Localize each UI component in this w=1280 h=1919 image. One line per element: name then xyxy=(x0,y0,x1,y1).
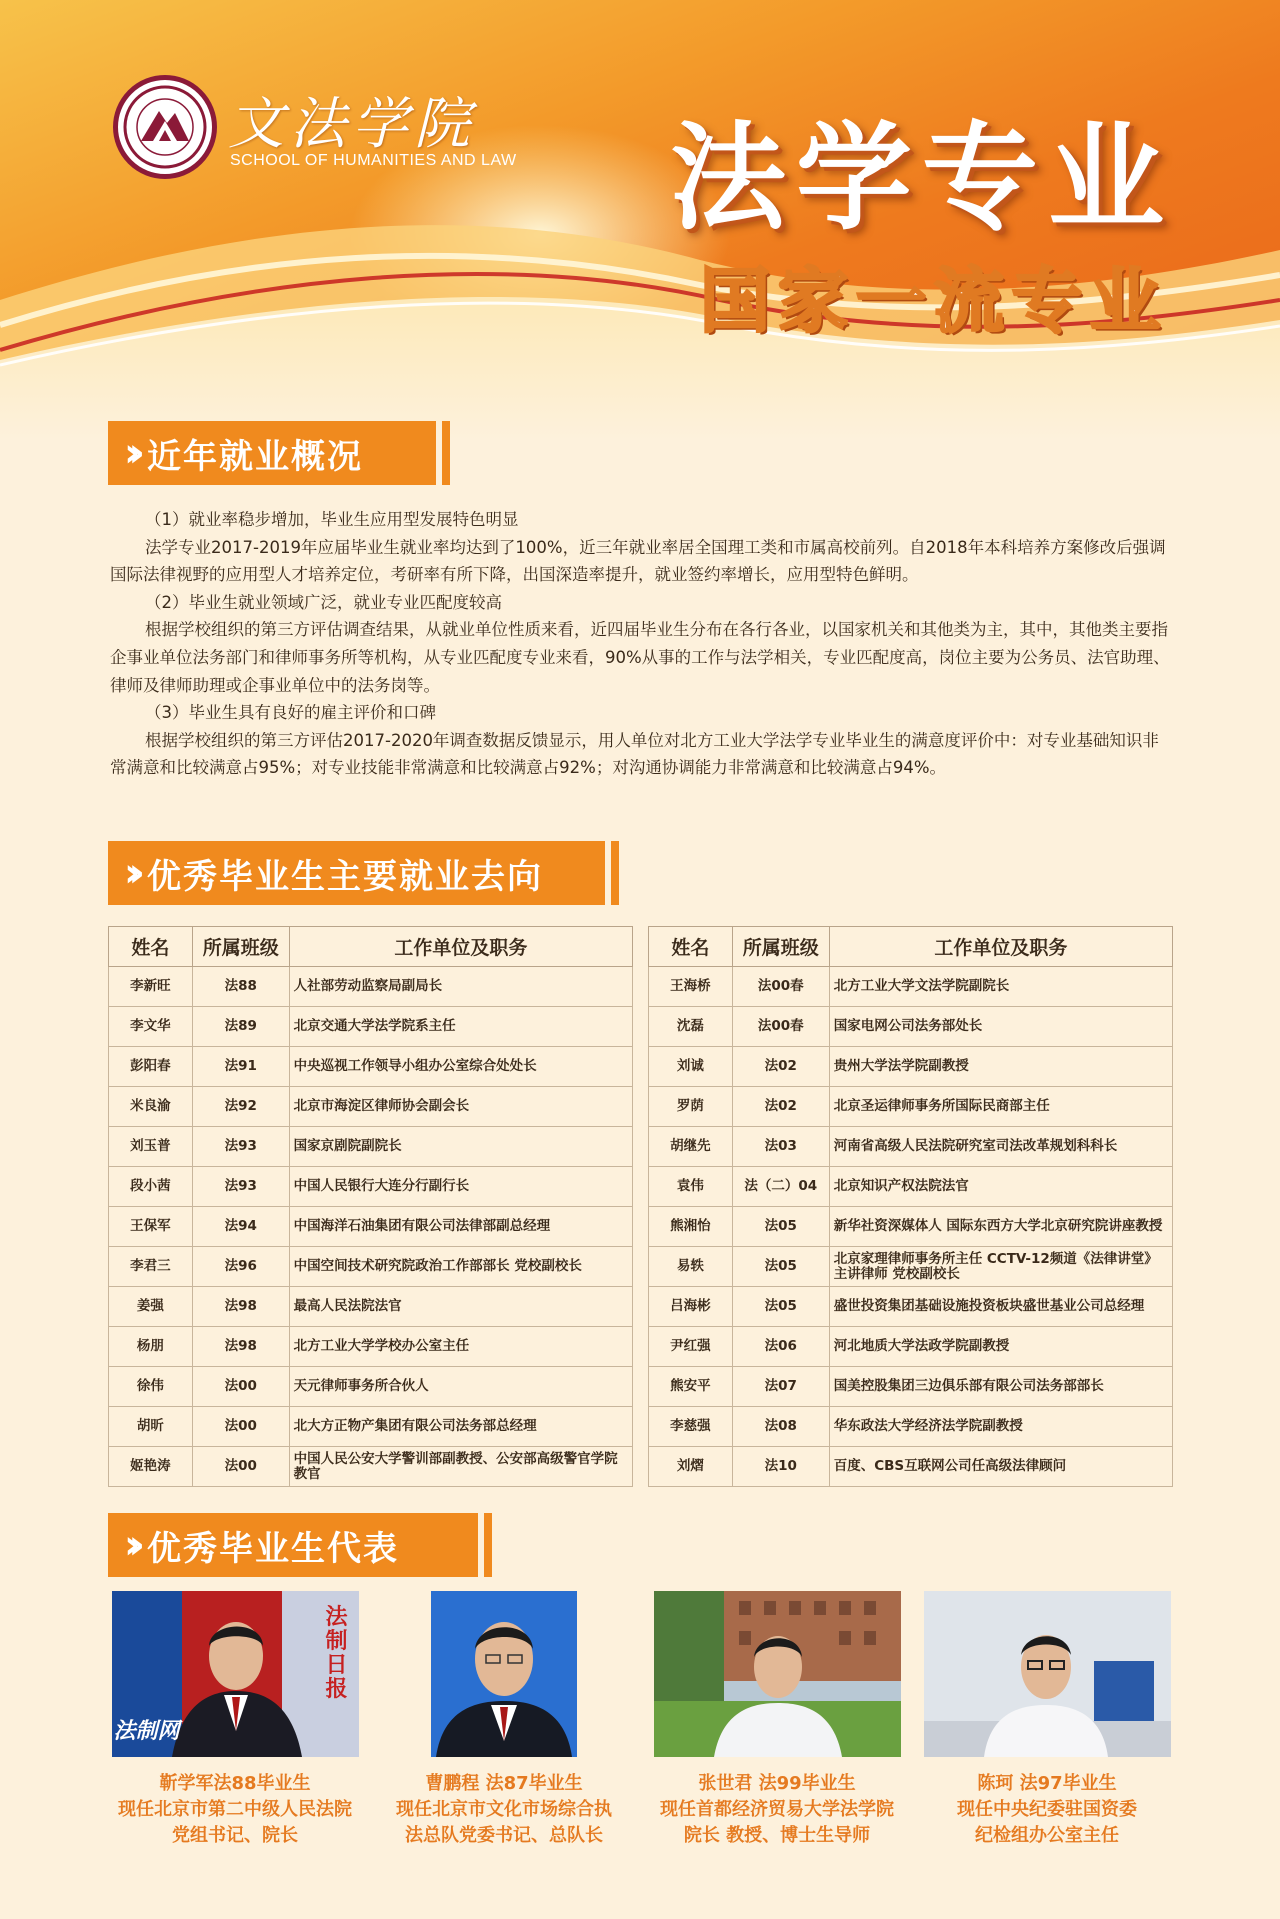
cell-name: 刘熠 xyxy=(649,1447,733,1487)
cell-position: 北京市海淀区律师协会副会长 xyxy=(289,1087,632,1127)
cell-class: 法88 xyxy=(192,967,289,1007)
cell-name: 易轶 xyxy=(649,1247,733,1287)
section-heading-destinations xyxy=(108,841,605,905)
cell-position: 中央巡视工作领导小组办公室综合处处长 xyxy=(289,1047,632,1087)
cell-position: 新华社资深媒体人 国际东西方大学北京研究院讲座教授 xyxy=(829,1207,1172,1247)
representative-card xyxy=(379,1591,629,1849)
cell-class: 法03 xyxy=(732,1127,829,1167)
header-position: 工作单位及职务 xyxy=(289,927,632,967)
section-heading-representatives xyxy=(108,1513,478,1577)
cell-class: 法00 xyxy=(192,1447,289,1487)
page-subtitle: 国家一流专业 xyxy=(700,259,1168,342)
cell-position: 北京圣运律师事务所国际民商部主任 xyxy=(829,1087,1172,1127)
cell-name: 刘玉普 xyxy=(109,1127,193,1167)
cell-name: 姬艳涛 xyxy=(109,1447,193,1487)
cell-position: 人社部劳动监察局副局长 xyxy=(289,967,632,1007)
section-title: 优秀毕业生主要就业去向 xyxy=(146,856,543,897)
table-row xyxy=(109,1367,633,1407)
table-row xyxy=(649,1167,1173,1207)
header-position: 工作单位及职务 xyxy=(829,927,1172,967)
cell-name: 尹红强 xyxy=(649,1327,733,1367)
header-class: 所属班级 xyxy=(732,927,829,967)
rep-title: 现任北京市文化市场综合执 xyxy=(396,1799,612,1820)
header-class: 所属班级 xyxy=(192,927,289,967)
overview-point-1: （1）就业率稳步增加，毕业生应用型发展特色明显 xyxy=(145,510,519,529)
cell-class: 法98 xyxy=(192,1327,289,1367)
table-row xyxy=(649,1207,1173,1247)
representative-photo xyxy=(924,1591,1171,1757)
section-heading-overview xyxy=(108,421,436,485)
page-title: 法学专业 xyxy=(670,110,1174,246)
cell-position: 河南省高级人民法院研究室司法改革规划科科长 xyxy=(829,1127,1172,1167)
cell-class: 法93 xyxy=(192,1127,289,1167)
photo-caption: 法制网 xyxy=(113,1719,180,1744)
cell-position: 北大方正物产集团有限公司法务部总经理 xyxy=(289,1407,632,1447)
cell-name: 李慈强 xyxy=(649,1407,733,1447)
rep-name: 曹鹏程 法87毕业生 xyxy=(425,1773,583,1794)
cell-class: 法00春 xyxy=(732,967,829,1007)
double-chevron-icon: ›› xyxy=(124,1522,133,1568)
school-name-en: SCHOOL OF HUMANITIES AND LAW xyxy=(230,152,517,169)
cell-name: 姜强 xyxy=(109,1287,193,1327)
table-row xyxy=(109,1007,633,1047)
rep-title: 纪检组办公室主任 xyxy=(975,1825,1119,1846)
cell-class: 法10 xyxy=(732,1447,829,1487)
graduates-table-right xyxy=(648,926,1173,1487)
cell-class: 法91 xyxy=(192,1047,289,1087)
cell-position: 华东政法大学经济法学院副教授 xyxy=(829,1407,1172,1447)
table-row xyxy=(649,1447,1173,1487)
cell-position: 北京交通大学法学院系主任 xyxy=(289,1007,632,1047)
cell-name: 米良渝 xyxy=(109,1087,193,1127)
rep-title: 党组书记、院长 xyxy=(172,1825,298,1846)
cell-position: 最高人民法院法官 xyxy=(289,1287,632,1327)
rep-title: 法总队党委书记、总队长 xyxy=(405,1825,603,1846)
cell-position: 中国人民公安大学警训部副教授、公安部高级警官学院教官 xyxy=(289,1447,632,1487)
cell-name: 熊安平 xyxy=(649,1367,733,1407)
table-row xyxy=(649,1087,1173,1127)
cell-position: 国美控股集团三边俱乐部有限公司法务部部长 xyxy=(829,1367,1172,1407)
cell-name: 胡继先 xyxy=(649,1127,733,1167)
representative-card xyxy=(652,1591,902,1849)
cell-name: 李新旺 xyxy=(109,967,193,1007)
table-row xyxy=(109,1407,633,1447)
rep-name: 靳学军法88毕业生 xyxy=(159,1773,311,1794)
header-name: 姓名 xyxy=(109,927,193,967)
double-chevron-icon: ›› xyxy=(124,430,133,476)
table-row xyxy=(109,1087,633,1127)
overview-paragraph-1: 法学专业2017-2019年应届毕业生就业率均达到了100%，近三年就业率居全国理工类和市属高校前列。自2018年本科培养方案修改后强调国际法律视野的应用型人才培养定位，考研率有所下降，出国深造率提升，就业签约率增长，应用型特色鲜明。 xyxy=(110,537,1166,585)
cell-position: 贵州大学法学院副教授 xyxy=(829,1047,1172,1087)
table-row xyxy=(109,1287,633,1327)
cell-name: 李君三 xyxy=(109,1247,193,1287)
table-row xyxy=(649,1007,1173,1047)
rep-title: 现任首都经济贸易大学法学院 xyxy=(660,1799,894,1820)
cell-name: 胡昕 xyxy=(109,1407,193,1447)
representative-photo xyxy=(112,1591,359,1757)
table-row xyxy=(649,1247,1173,1287)
table-row xyxy=(109,1047,633,1087)
representative-photo xyxy=(431,1591,577,1757)
cell-class: 法（二）04 xyxy=(732,1167,829,1207)
rep-title: 现任中央纪委驻国资委 xyxy=(957,1799,1137,1820)
section-title: 优秀毕业生代表 xyxy=(146,1528,399,1569)
table-row xyxy=(649,1127,1173,1167)
university-logo xyxy=(113,75,217,179)
cell-name: 杨朋 xyxy=(109,1327,193,1367)
table-row xyxy=(649,967,1173,1007)
cell-class: 法05 xyxy=(732,1247,829,1287)
table-row xyxy=(109,1127,633,1167)
cell-class: 法00 xyxy=(192,1407,289,1447)
rep-title: 现任北京市第二中级人民法院 xyxy=(118,1799,352,1820)
table-row xyxy=(649,1047,1173,1087)
cell-position: 北方工业大学学校办公室主任 xyxy=(289,1327,632,1367)
table-row xyxy=(109,1207,633,1247)
cell-name: 王海桥 xyxy=(649,967,733,1007)
cell-position: 盛世投资集团基础设施投资板块盛世基业公司总经理 xyxy=(829,1287,1172,1327)
cell-position: 中国海洋石油集团有限公司法律部副总经理 xyxy=(289,1207,632,1247)
table-row xyxy=(649,1327,1173,1367)
mountain-seal-icon xyxy=(123,85,207,169)
cell-position: 河北地质大学法政学院副教授 xyxy=(829,1327,1172,1367)
header-banner xyxy=(0,0,1280,440)
cell-class: 法89 xyxy=(192,1007,289,1047)
cell-name: 王保军 xyxy=(109,1207,193,1247)
cell-class: 法00 xyxy=(192,1367,289,1407)
section-title: 近年就业概况 xyxy=(146,436,363,477)
cell-position: 中国空间技术研究院政治工作部部长 党校副校长 xyxy=(289,1247,632,1287)
cell-class: 法07 xyxy=(732,1367,829,1407)
table-row xyxy=(109,1167,633,1207)
cell-position: 北京知识产权法院法官 xyxy=(829,1167,1172,1207)
table-row xyxy=(109,1327,633,1367)
overview-point-3: （3）毕业生具有良好的雇主评价和口碑 xyxy=(145,703,436,723)
cell-class: 法05 xyxy=(732,1287,829,1327)
overview-paragraph-2: 根据学校组织的第三方评估调查结果，从就业单位性质来看，近四届毕业生分布在各行各业，以国家机关和其他类为主，其中，其他类主要指企事业单位法务部门和律师事务所等机构，从专业匹配度专业来看，90%从事的工作与法学相关，专业匹配度高，岗位主要为公务员、法官助理、律师及律师助理或企事业单位中的法务岗等。 xyxy=(110,620,1170,695)
cell-name: 熊湘怡 xyxy=(649,1207,733,1247)
rep-name: 张世君 法99毕业生 xyxy=(698,1773,856,1794)
cell-position: 北京家理律师事务所主任 CCTV-12频道《法律讲堂》主讲律师 党校副校长 xyxy=(829,1247,1172,1287)
cell-class: 法93 xyxy=(192,1167,289,1207)
table-row xyxy=(649,1367,1173,1407)
cell-class: 法92 xyxy=(192,1087,289,1127)
cell-class: 法05 xyxy=(732,1207,829,1247)
cell-position: 北方工业大学文法学院副院长 xyxy=(829,967,1172,1007)
table-row xyxy=(649,1407,1173,1447)
graduates-table-left xyxy=(108,926,633,1487)
cell-class: 法96 xyxy=(192,1247,289,1287)
cell-name: 沈磊 xyxy=(649,1007,733,1047)
cell-name: 袁伟 xyxy=(649,1167,733,1207)
cell-class: 法98 xyxy=(192,1287,289,1327)
rep-name: 陈珂 法97毕业生 xyxy=(977,1773,1117,1794)
rep-title: 院长 教授、博士生导师 xyxy=(683,1825,871,1846)
table-row xyxy=(109,1447,633,1487)
cell-class: 法94 xyxy=(192,1207,289,1247)
representative-card xyxy=(922,1591,1172,1849)
cell-position: 天元律师事务所合伙人 xyxy=(289,1367,632,1407)
table-row xyxy=(109,967,633,1007)
cell-position: 百度、CBS互联网公司任高级法律顾问 xyxy=(829,1447,1172,1487)
overview-text xyxy=(110,506,1175,782)
cell-class: 法00春 xyxy=(732,1007,829,1047)
cell-class: 法02 xyxy=(732,1087,829,1127)
cell-name: 吕海彬 xyxy=(649,1287,733,1327)
photo-caption: 法制日报 xyxy=(325,1604,348,1702)
cell-name: 徐伟 xyxy=(109,1367,193,1407)
representative-card xyxy=(110,1591,360,1849)
table-row xyxy=(109,1247,633,1287)
cell-position: 国家电网公司法务部处长 xyxy=(829,1007,1172,1047)
cell-position: 中国人民银行大连分行副行长 xyxy=(289,1167,632,1207)
cell-position: 国家京剧院副院长 xyxy=(289,1127,632,1167)
overview-point-2: （2）毕业生就业领域广泛，就业专业匹配度较高 xyxy=(145,592,502,612)
cell-class: 法08 xyxy=(732,1407,829,1447)
cell-name: 李文华 xyxy=(109,1007,193,1047)
cell-class: 法02 xyxy=(732,1047,829,1087)
cell-name: 罗荫 xyxy=(649,1087,733,1127)
school-name-cn: 文法学院 xyxy=(228,92,476,157)
cell-class: 法06 xyxy=(732,1327,829,1367)
overview-paragraph-3: 根据学校组织的第三方评估2017-2020年调查数据反馈显示，用人单位对北方工业大学法学专业毕业生的满意度评价中：对专业基础知识非常满意和比较满意占95%；对专业技能非常满意和比较满意占92%；对沟通协调能力非常满意和比较满意占94%。 xyxy=(110,730,1159,778)
double-chevron-icon: ›› xyxy=(124,850,133,896)
cell-name: 刘诚 xyxy=(649,1047,733,1087)
cell-name: 彭阳春 xyxy=(109,1047,193,1087)
table-row xyxy=(649,1287,1173,1327)
representative-photo xyxy=(654,1591,901,1757)
cell-name: 段小茜 xyxy=(109,1167,193,1207)
header-name: 姓名 xyxy=(649,927,733,967)
